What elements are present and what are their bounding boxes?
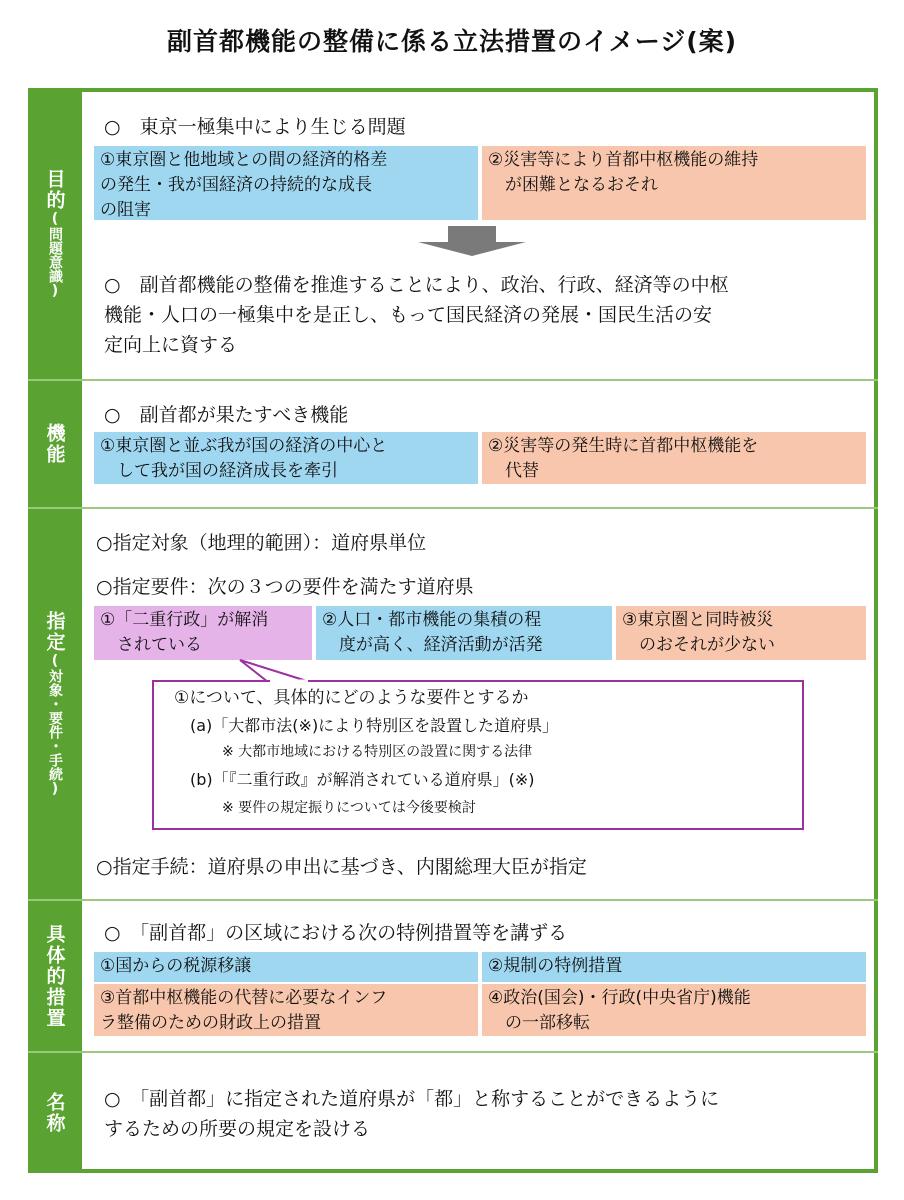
function-label: 機能 [43,423,66,465]
purpose-label: 目的 [43,169,66,211]
measures-label: 具体的措置 [43,923,66,1029]
callout-question: ①について、具体的にどのような要件とするか [174,688,529,708]
purpose-conclusion: ○ 副首都機能の整備を推進することにより、政治、行政、経済等の中枢 機能・人口の一極集中を是正し、もって国民経済の発展・国民生活の安 定向上に資する [104,274,729,356]
callout-option-b: (b)「『二重行政』が解消されている道府県」(※) [190,770,535,789]
measure-2: ②規制の特例措置 [482,952,866,982]
purpose-problem-2: ②災害等により首都中枢機能の維持 が困難となるおそれ [482,146,866,220]
measure-1: ①国からの税源移譲 [94,952,478,982]
designation-label-sub: (対象・要件・手続) [47,653,63,797]
requirement-3: ③東京圏と同時被災 のおそれが少ない [616,606,866,660]
name-text: ○ 「副首都」に指定された道府県が「都」と称することができるように するための所要の規定を設ける [104,1088,720,1140]
purpose-label-sub: (問題意識) [47,211,63,299]
function-item-2: ②災害等の発生時に首都中枢機能を 代替 [482,432,866,484]
name-label: 名称 [43,1091,66,1134]
measure-3: ③首都中枢機能の代替に必要なインフ ラ整備のための財政上の措置 [94,984,478,1036]
page-title: 副首都機能の整備に係る立法措置のイメージ(案) [166,27,738,56]
measure-4: ④政治(国会)・行政(中央省庁)機能 の一部移転 [482,984,866,1036]
callout-option-a: (a)「大都市法(※)により特別区を設置した道府県」 [190,716,559,735]
designation-procedure: ○指定手続：道府県の申出に基づき、内閣総理大臣が指定 [96,856,587,878]
designation-target: ○指定対象（地理的範囲）：道府県単位 [96,532,427,554]
callout-note-b: ※ 要件の規定振りについては今後要検討 [222,800,476,816]
callout-note-a: ※ 大都市地域における特別区の設置に関する法律 [222,744,533,760]
purpose-problem-1: ①東京圏と他地域との間の経済的格差 の発生・我が国経済の持続的な成長 の阻害 [94,146,478,220]
function-heading: ○ 副首都が果たすべき機能 [104,404,349,426]
requirement-2: ②人口・都市機能の集積の程 度が高く、経済活動が活発 [316,606,612,660]
function-item-1: ①東京圏と並ぶ我が国の経済の中心と して我が国の経済成長を牽引 [94,432,478,484]
measures-heading: ○ 「副首都」の区域における次の特例措置等を講ずる [104,922,568,944]
purpose-heading: ○ 東京一極集中により生じる問題 [104,116,406,138]
designation-label: 指定 [43,611,66,653]
requirement-1: ①「二重行政」が解消 されている [94,606,312,660]
designation-requirements: ○指定要件：次の３つの要件を満たす道府県 [96,576,474,598]
